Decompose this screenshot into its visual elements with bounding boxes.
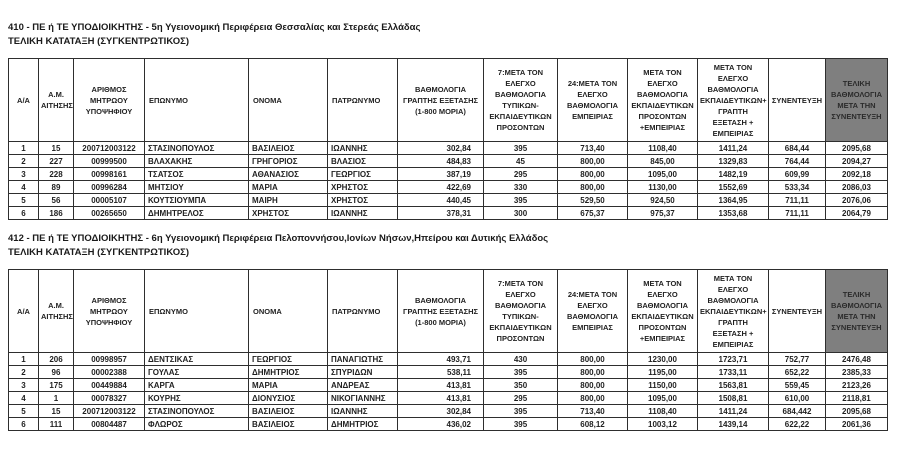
cell-meta-prosonton-empeirias: 1130,00 bbox=[628, 181, 698, 194]
cell-am-aitisis: 228 bbox=[39, 168, 74, 181]
cell-eponymo: ΒΛΑΧΑΚΗΣ bbox=[145, 155, 249, 168]
column-header-meta-prosonton-empeirias: ΜΕΤΑ ΤΟΝ ΕΛΕΓΧΟ ΒΑΘΜΟΛΟΓΙΑ ΕΚΠΑΙΔΕΥΤΙΚΩΝ ΠΡΟΣΟΝΤΩΝ +ΕΜΠΕΙΡΙΑΣ bbox=[628, 59, 698, 142]
cell-meta-grapti-empeirias: 1482,19 bbox=[698, 168, 769, 181]
cell-meta-elegxo-empeirias: 713,40 bbox=[558, 142, 628, 155]
table-row bbox=[9, 366, 888, 379]
cell-meta-elegxo-typikon: 330 bbox=[484, 181, 558, 194]
cell-patronymo: ΓΕΩΡΓΙΟΣ bbox=[328, 168, 398, 181]
cell-arithmos-mitroou: 200712003122 bbox=[74, 405, 145, 418]
cell-arithmos-mitroou: 00998957 bbox=[74, 353, 145, 366]
cell-vathmologia-graptis: 413,81 bbox=[398, 392, 484, 405]
cell-meta-elegxo-empeirias: 800,00 bbox=[558, 366, 628, 379]
cell-synenteyxi: 622,22 bbox=[769, 418, 826, 431]
cell-meta-prosonton-empeirias: 1150,00 bbox=[628, 379, 698, 392]
cell-onoma: ΑΘΑΝΑΣΙΟΣ bbox=[249, 168, 328, 181]
cell-arithmos-mitroou: 00078327 bbox=[74, 392, 145, 405]
cell-meta-grapti-empeirias: 1563,81 bbox=[698, 379, 769, 392]
table-header-row bbox=[9, 270, 888, 353]
cell-arithmos-mitroou: 00265650 bbox=[74, 207, 145, 220]
cell-patronymo: ΙΩΑΝΝΗΣ bbox=[328, 207, 398, 220]
cell-meta-elegxo-typikon: 295 bbox=[484, 392, 558, 405]
table-row bbox=[9, 168, 888, 181]
cell-meta-grapti-empeirias: 1508,81 bbox=[698, 392, 769, 405]
cell-meta-grapti-empeirias: 1329,83 bbox=[698, 155, 769, 168]
cell-synenteyxi: 711,11 bbox=[769, 207, 826, 220]
cell-teliki-vathmologia: 2086,03 bbox=[826, 181, 888, 194]
section-subtitle: ΤΕΛΙΚΗ ΚΑΤΑΤΑΞΗ (ΣΥΓΚΕΝΤΡΩΤΙΚΟΣ) bbox=[8, 247, 189, 258]
cell-meta-elegxo-typikon: 395 bbox=[484, 405, 558, 418]
cell-patronymo: ΒΛΑΣΙΟΣ bbox=[328, 155, 398, 168]
cell-teliki-vathmologia: 2095,68 bbox=[826, 142, 888, 155]
cell-meta-prosonton-empeirias: 1230,00 bbox=[628, 353, 698, 366]
cell-meta-prosonton-empeirias: 1003,12 bbox=[628, 418, 698, 431]
cell-meta-elegxo-empeirias: 800,00 bbox=[558, 353, 628, 366]
table-body bbox=[9, 353, 888, 431]
cell-teliki-vathmologia: 2118,81 bbox=[826, 392, 888, 405]
cell-meta-prosonton-empeirias: 1108,40 bbox=[628, 405, 698, 418]
cell-aa: 4 bbox=[9, 392, 39, 405]
column-header-vathmologia-graptis: ΒΑΘΜΟΛΟΓΙΑ ΓΡΑΠΤΗΣ ΕΞΕΤΑΣΗΣ (1-800 ΜΟΡΙΑ) bbox=[398, 270, 484, 353]
cell-eponymo: ΔΕΝΤΣΙΚΑΣ bbox=[145, 353, 249, 366]
column-header-patronymo: ΠΑΤΡΩΝΥΜΟ bbox=[328, 59, 398, 142]
column-header-eponymo: ΕΠΩΝΥΜΟ bbox=[145, 270, 249, 353]
cell-arithmos-mitroou: 00999500 bbox=[74, 155, 145, 168]
cell-am-aitisis: 227 bbox=[39, 155, 74, 168]
cell-synenteyxi: 609,99 bbox=[769, 168, 826, 181]
cell-eponymo: ΚΟΥΤΣΙΟΥΜΠΑ bbox=[145, 194, 249, 207]
cell-onoma: ΜΑΙΡΗ bbox=[249, 194, 328, 207]
column-header-vathmologia-graptis: ΒΑΘΜΟΛΟΓΙΑ ΓΡΑΠΤΗΣ ΕΞΕΤΑΣΗΣ (1-800 ΜΟΡΙΑ) bbox=[398, 59, 484, 142]
section-subtitle: ΤΕΛΙΚΗ ΚΑΤΑΤΑΞΗ (ΣΥΓΚΕΝΤΡΩΤΙΚΟΣ) bbox=[8, 36, 189, 47]
section-title: 410 - ΠΕ ή ΤΕ ΥΠΟΔΙΟΙΚΗΤΗΣ - 5η Υγειονομική Περιφέρεια Θεσσαλίας και Στερεάς Ελλάδας bbox=[8, 22, 421, 33]
cell-meta-prosonton-empeirias: 975,37 bbox=[628, 207, 698, 220]
cell-eponymo: ΚΑΡΓΑ bbox=[145, 379, 249, 392]
cell-meta-elegxo-typikon: 395 bbox=[484, 194, 558, 207]
cell-patronymo: ΣΠΥΡΙΔΩΝ bbox=[328, 366, 398, 379]
table-row bbox=[9, 418, 888, 431]
cell-teliki-vathmologia: 2064,79 bbox=[826, 207, 888, 220]
section-412 bbox=[8, 232, 900, 431]
table-row bbox=[9, 142, 888, 155]
cell-meta-elegxo-typikon: 350 bbox=[484, 379, 558, 392]
cell-meta-prosonton-empeirias: 1095,00 bbox=[628, 392, 698, 405]
column-header-teliki-vathmologia: ΤΕΛΙΚΗ ΒΑΘΜΟΛΟΓΙΑ ΜΕΤΑ ΤΗΝ ΣΥΝΕΝΤΕΥΞΗ bbox=[826, 59, 888, 142]
cell-meta-grapti-empeirias: 1733,11 bbox=[698, 366, 769, 379]
cell-synenteyxi: 533,34 bbox=[769, 181, 826, 194]
cell-patronymo: ΠΑΝΑΓΙΩΤΗΣ bbox=[328, 353, 398, 366]
cell-meta-grapti-empeirias: 1353,68 bbox=[698, 207, 769, 220]
cell-onoma: ΒΑΣΙΛΕΙΟΣ bbox=[249, 418, 328, 431]
column-header-aa: Α/Α bbox=[9, 270, 39, 353]
cell-meta-grapti-empeirias: 1411,24 bbox=[698, 142, 769, 155]
cell-aa: 2 bbox=[9, 155, 39, 168]
cell-meta-prosonton-empeirias: 1195,00 bbox=[628, 366, 698, 379]
column-header-arithmos-mitroou: ΑΡΙΘΜΟΣ ΜΗΤΡΩΟΥ ΥΠΟΨΗΦΙΟΥ bbox=[74, 270, 145, 353]
cell-meta-elegxo-empeirias: 800,00 bbox=[558, 155, 628, 168]
cell-synenteyxi: 711,11 bbox=[769, 194, 826, 207]
table-row bbox=[9, 405, 888, 418]
cell-meta-elegxo-empeirias: 529,50 bbox=[558, 194, 628, 207]
cell-meta-grapti-empeirias: 1723,71 bbox=[698, 353, 769, 366]
cell-onoma: ΜΑΡΙΑ bbox=[249, 181, 328, 194]
cell-synenteyxi: 764,44 bbox=[769, 155, 826, 168]
cell-patronymo: ΧΡΗΣΤΟΣ bbox=[328, 181, 398, 194]
cell-teliki-vathmologia: 2094,27 bbox=[826, 155, 888, 168]
cell-eponymo: ΣΤΑΣΙΝΟΠΟΥΛΟΣ bbox=[145, 142, 249, 155]
cell-synenteyxi: 652,22 bbox=[769, 366, 826, 379]
column-header-teliki-vathmologia: ΤΕΛΙΚΗ ΒΑΘΜΟΛΟΓΙΑ ΜΕΤΑ ΤΗΝ ΣΥΝΕΝΤΕΥΞΗ bbox=[826, 270, 888, 353]
cell-teliki-vathmologia: 2076,06 bbox=[826, 194, 888, 207]
table-row bbox=[9, 155, 888, 168]
cell-teliki-vathmologia: 2061,36 bbox=[826, 418, 888, 431]
cell-vathmologia-graptis: 387,19 bbox=[398, 168, 484, 181]
column-header-onoma: ΟΝΟΜΑ bbox=[249, 59, 328, 142]
cell-arithmos-mitroou: 00005107 bbox=[74, 194, 145, 207]
column-header-am-aitisis: Α.Μ. ΑΙΤΗΣΗΣ bbox=[39, 270, 74, 353]
cell-meta-elegxo-typikon: 395 bbox=[484, 142, 558, 155]
cell-onoma: ΓΕΩΡΓΙΟΣ bbox=[249, 353, 328, 366]
table-row bbox=[9, 194, 888, 207]
cell-aa: 1 bbox=[9, 142, 39, 155]
cell-vathmologia-graptis: 436,02 bbox=[398, 418, 484, 431]
table-row bbox=[9, 353, 888, 366]
cell-vathmologia-graptis: 378,31 bbox=[398, 207, 484, 220]
cell-teliki-vathmologia: 2095,68 bbox=[826, 405, 888, 418]
section-410 bbox=[8, 21, 900, 220]
cell-patronymo: ΝΙΚΟΓΙΑΝΝΗΣ bbox=[328, 392, 398, 405]
cell-am-aitisis: 15 bbox=[39, 405, 74, 418]
cell-vathmologia-graptis: 413,81 bbox=[398, 379, 484, 392]
cell-teliki-vathmologia: 2123,26 bbox=[826, 379, 888, 392]
column-header-meta-grapti-empeirias: ΜΕΤΑ ΤΟΝ ΕΛΕΓΧΟ ΒΑΘΜΟΛΟΓΙΑ ΕΚΠΑΙΔΕΥΤΙΚΩΝ+ ΓΡΑΠΤΗ ΕΞΕΤΑΣΗ + ΕΜΠΕΙΡΙΑΣ bbox=[698, 59, 769, 142]
cell-synenteyxi: 684,44 bbox=[769, 142, 826, 155]
column-header-meta-elegxo-empeirias: 24:ΜΕΤΑ ΤΟΝ ΕΛΕΓΧΟ ΒΑΘΜΟΛΟΓΙΑ ΕΜΠΕΙΡΙΑΣ bbox=[558, 270, 628, 353]
cell-aa: 4 bbox=[9, 181, 39, 194]
cell-teliki-vathmologia: 2385,33 bbox=[826, 366, 888, 379]
cell-meta-elegxo-typikon: 295 bbox=[484, 168, 558, 181]
column-header-onoma: ΟΝΟΜΑ bbox=[249, 270, 328, 353]
cell-teliki-vathmologia: 2092,18 bbox=[826, 168, 888, 181]
cell-meta-elegxo-empeirias: 800,00 bbox=[558, 379, 628, 392]
cell-arithmos-mitroou: 00998161 bbox=[74, 168, 145, 181]
column-header-patronymo: ΠΑΤΡΩΝΥΜΟ bbox=[328, 270, 398, 353]
cell-am-aitisis: 206 bbox=[39, 353, 74, 366]
cell-am-aitisis: 111 bbox=[39, 418, 74, 431]
column-header-arithmos-mitroou: ΑΡΙΘΜΟΣ ΜΗΤΡΩΟΥ ΥΠΟΨΗΦΙΟΥ bbox=[74, 59, 145, 142]
ranking-table-410 bbox=[8, 58, 888, 220]
cell-aa: 3 bbox=[9, 168, 39, 181]
table-body bbox=[9, 142, 888, 220]
cell-eponymo: ΜΗΤΣΙΟΥ bbox=[145, 181, 249, 194]
cell-vathmologia-graptis: 484,83 bbox=[398, 155, 484, 168]
cell-patronymo: ΔΗΜΗΤΡΙΟΣ bbox=[328, 418, 398, 431]
cell-aa: 3 bbox=[9, 379, 39, 392]
cell-meta-elegxo-empeirias: 800,00 bbox=[558, 168, 628, 181]
cell-am-aitisis: 186 bbox=[39, 207, 74, 220]
column-header-meta-elegxo-typikon: 7:ΜΕΤΑ ΤΟΝ ΕΛΕΓΧΟ ΒΑΘΜΟΛΟΓΙΑ ΤΥΠΙΚΩΝ-ΕΚΠΑΙΔΕΥΤΙΚΩΝ ΠΡΟΣΟΝΤΩΝ bbox=[484, 270, 558, 353]
cell-vathmologia-graptis: 538,11 bbox=[398, 366, 484, 379]
cell-am-aitisis: 175 bbox=[39, 379, 74, 392]
cell-arithmos-mitroou: 00996284 bbox=[74, 181, 145, 194]
cell-meta-elegxo-empeirias: 800,00 bbox=[558, 392, 628, 405]
cell-onoma: ΔΙΟΝΥΣΙΟΣ bbox=[249, 392, 328, 405]
cell-aa: 6 bbox=[9, 207, 39, 220]
cell-am-aitisis: 56 bbox=[39, 194, 74, 207]
cell-onoma: ΒΑΣΙΛΕΙΟΣ bbox=[249, 405, 328, 418]
cell-meta-elegxo-empeirias: 608,12 bbox=[558, 418, 628, 431]
table-row bbox=[9, 379, 888, 392]
cell-aa: 1 bbox=[9, 353, 39, 366]
cell-meta-grapti-empeirias: 1552,69 bbox=[698, 181, 769, 194]
cell-meta-elegxo-typikon: 395 bbox=[484, 366, 558, 379]
table-row bbox=[9, 207, 888, 220]
cell-patronymo: ΧΡΗΣΤΟΣ bbox=[328, 194, 398, 207]
cell-synenteyxi: 752,77 bbox=[769, 353, 826, 366]
column-header-aa: Α/Α bbox=[9, 59, 39, 142]
ranking-table-412 bbox=[8, 269, 888, 431]
cell-patronymo: ΙΩΑΝΝΗΣ bbox=[328, 142, 398, 155]
cell-eponymo: ΓΟΥΛΑΣ bbox=[145, 366, 249, 379]
cell-meta-prosonton-empeirias: 1095,00 bbox=[628, 168, 698, 181]
cell-onoma: ΜΑΡΙΑ bbox=[249, 379, 328, 392]
cell-meta-elegxo-typikon: 45 bbox=[484, 155, 558, 168]
table-row bbox=[9, 392, 888, 405]
cell-meta-elegxo-typikon: 300 bbox=[484, 207, 558, 220]
table-row bbox=[9, 181, 888, 194]
cell-onoma: ΓΡΗΓΟΡΙΟΣ bbox=[249, 155, 328, 168]
cell-meta-elegxo-empeirias: 675,37 bbox=[558, 207, 628, 220]
cell-meta-elegxo-typikon: 395 bbox=[484, 418, 558, 431]
cell-meta-prosonton-empeirias: 845,00 bbox=[628, 155, 698, 168]
cell-meta-elegxo-empeirias: 800,00 bbox=[558, 181, 628, 194]
column-header-am-aitisis: Α.Μ. ΑΙΤΗΣΗΣ bbox=[39, 59, 74, 142]
cell-vathmologia-graptis: 302,84 bbox=[398, 405, 484, 418]
cell-synenteyxi: 559,45 bbox=[769, 379, 826, 392]
cell-vathmologia-graptis: 422,69 bbox=[398, 181, 484, 194]
cell-meta-prosonton-empeirias: 1108,40 bbox=[628, 142, 698, 155]
cell-meta-prosonton-empeirias: 924,50 bbox=[628, 194, 698, 207]
cell-eponymo: ΚΟΥΡΗΣ bbox=[145, 392, 249, 405]
cell-patronymo: ΑΝΔΡΕΑΣ bbox=[328, 379, 398, 392]
cell-patronymo: ΙΩΑΝΝΗΣ bbox=[328, 405, 398, 418]
cell-arithmos-mitroou: 00002388 bbox=[74, 366, 145, 379]
cell-am-aitisis: 96 bbox=[39, 366, 74, 379]
cell-aa: 5 bbox=[9, 405, 39, 418]
cell-aa: 2 bbox=[9, 366, 39, 379]
cell-synenteyxi: 684,442 bbox=[769, 405, 826, 418]
cell-arithmos-mitroou: 00449884 bbox=[74, 379, 145, 392]
column-header-meta-elegxo-typikon: 7:ΜΕΤΑ ΤΟΝ ΕΛΕΓΧΟ ΒΑΘΜΟΛΟΓΙΑ ΤΥΠΙΚΩΝ-ΕΚΠΑΙΔΕΥΤΙΚΩΝ ΠΡΟΣΟΝΤΩΝ bbox=[484, 59, 558, 142]
cell-teliki-vathmologia: 2476,48 bbox=[826, 353, 888, 366]
cell-eponymo: ΦΛΩΡΟΣ bbox=[145, 418, 249, 431]
cell-onoma: ΧΡΗΣΤΟΣ bbox=[249, 207, 328, 220]
table-header-row bbox=[9, 59, 888, 142]
cell-onoma: ΒΑΣΙΛΕΙΟΣ bbox=[249, 142, 328, 155]
cell-synenteyxi: 610,00 bbox=[769, 392, 826, 405]
cell-meta-grapti-empeirias: 1411,24 bbox=[698, 405, 769, 418]
cell-arithmos-mitroou: 00804487 bbox=[74, 418, 145, 431]
column-header-synenteyxi: ΣΥΝΕΝΤΕΥΞΗ bbox=[769, 59, 826, 142]
column-header-eponymo: ΕΠΩΝΥΜΟ bbox=[145, 59, 249, 142]
cell-arithmos-mitroou: 200712003122 bbox=[74, 142, 145, 155]
cell-am-aitisis: 15 bbox=[39, 142, 74, 155]
cell-vathmologia-graptis: 493,71 bbox=[398, 353, 484, 366]
cell-aa: 6 bbox=[9, 418, 39, 431]
cell-meta-grapti-empeirias: 1439,14 bbox=[698, 418, 769, 431]
cell-am-aitisis: 89 bbox=[39, 181, 74, 194]
cell-eponymo: ΣΤΑΣΙΝΟΠΟΥΛΟΣ bbox=[145, 405, 249, 418]
cell-meta-grapti-empeirias: 1364,95 bbox=[698, 194, 769, 207]
column-header-meta-elegxo-empeirias: 24:ΜΕΤΑ ΤΟΝ ΕΛΕΓΧΟ ΒΑΘΜΟΛΟΓΙΑ ΕΜΠΕΙΡΙΑΣ bbox=[558, 59, 628, 142]
column-header-meta-grapti-empeirias: ΜΕΤΑ ΤΟΝ ΕΛΕΓΧΟ ΒΑΘΜΟΛΟΓΙΑ ΕΚΠΑΙΔΕΥΤΙΚΩΝ+ ΓΡΑΠΤΗ ΕΞΕΤΑΣΗ + ΕΜΠΕΙΡΙΑΣ bbox=[698, 270, 769, 353]
cell-aa: 5 bbox=[9, 194, 39, 207]
column-header-synenteyxi: ΣΥΝΕΝΤΕΥΞΗ bbox=[769, 270, 826, 353]
cell-vathmologia-graptis: 302,84 bbox=[398, 142, 484, 155]
section-title: 412 - ΠΕ ή ΤΕ ΥΠΟΔΙΟΙΚΗΤΗΣ - 6η Υγειονομική Περιφέρεια Πελοποννήσου,Ιονίων Νήσων,Ηπείρου και Δυτικής Ελλάδος bbox=[8, 233, 549, 244]
cell-vathmologia-graptis: 440,45 bbox=[398, 194, 484, 207]
cell-meta-elegxo-typikon: 430 bbox=[484, 353, 558, 366]
cell-eponymo: ΤΣΑΤΣΟΣ bbox=[145, 168, 249, 181]
cell-onoma: ΔΗΜΗΤΡΙΟΣ bbox=[249, 366, 328, 379]
column-header-meta-prosonton-empeirias: ΜΕΤΑ ΤΟΝ ΕΛΕΓΧΟ ΒΑΘΜΟΛΟΓΙΑ ΕΚΠΑΙΔΕΥΤΙΚΩΝ ΠΡΟΣΟΝΤΩΝ +ΕΜΠΕΙΡΙΑΣ bbox=[628, 270, 698, 353]
cell-eponymo: ΔΗΜΗΤΡΕΛΟΣ bbox=[145, 207, 249, 220]
cell-meta-elegxo-empeirias: 713,40 bbox=[558, 405, 628, 418]
cell-am-aitisis: 1 bbox=[39, 392, 74, 405]
